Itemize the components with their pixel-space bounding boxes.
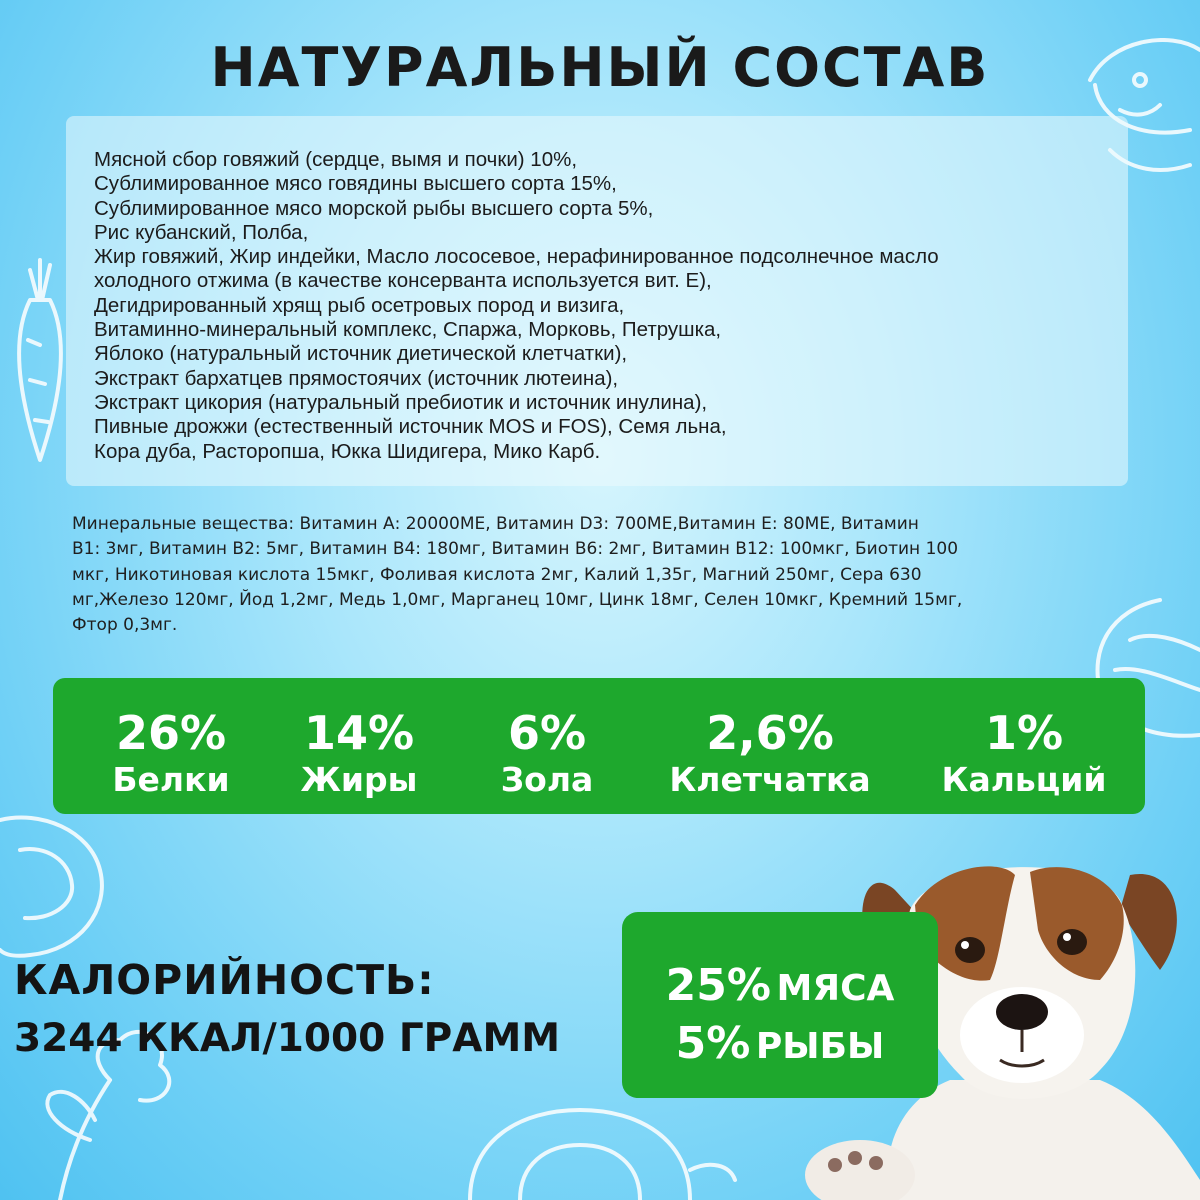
minerals-line: В1: 3мг, Витамин В2: 5мг, Витамин В4: 180мг, Витамин В6: 2мг, Витамин В12: 100мкг, Биотин 100 [72, 539, 959, 560]
nutrient-label: Зола [500, 760, 594, 799]
nutrients-bar [53, 678, 1145, 814]
minerals-line: Фтор 0,3мг. [72, 615, 178, 636]
meat-line [622, 960, 938, 1011]
fish-line [622, 1018, 938, 1069]
composition-line: Сублимированное мясо морской рыбы высшего сорта 5%, [94, 196, 654, 220]
nutrient-label: Кальций [941, 760, 1107, 799]
composition-line: Витаминно-минеральный комплекс, Спаржа, Морковь, Петрушка, [94, 318, 722, 342]
nutrient-fat [275, 678, 443, 814]
minerals-line: мкг, Никотиновая кислота 15мкг, Фоливая кислота 2мг, Калий 1,35г, Магний 250мг, Сера 630 [72, 564, 922, 585]
nutrient-protein [73, 678, 269, 814]
minerals-line: Минеральные вещества: Витамин А: 20000МЕ, Витамин D3: 700МЕ,Витамин Е: 80МЕ, Витамин [72, 514, 919, 534]
nutrient-value: 14% [303, 706, 415, 760]
composition-line: Рис кубанский, Полба, [94, 220, 309, 244]
carrot-outline-icon [19, 260, 61, 460]
meat-word: МЯСА [776, 968, 895, 1009]
composition-line: Экстракт цикория (натуральный пребиотик и источник инулина), [94, 390, 708, 414]
steak-outline-icon [0, 817, 102, 955]
fish-percent: 5% [675, 1018, 751, 1069]
turtle-outline-icon [470, 1110, 735, 1200]
composition-line: Мясной сбор говяжий (сердце, вымя и почки) 10%, [94, 148, 578, 171]
composition-line: Яблоко (натуральный источник диетической клетчатки), [94, 342, 628, 366]
minerals-line: мг,Железо 120мг, Йод 1,2мг, Медь 1,0мг, Марганец 10мг, Цинк 18мг, Селен 10мкг, Кремний 15мг, [72, 589, 963, 610]
calories-value: 3244 ККАЛ/1000 ГРАММ [14, 1016, 561, 1061]
nutrient-value: 6% [507, 706, 587, 760]
composition-line: Сублимированное мясо говядины высшего сорта 15%, [94, 172, 617, 196]
composition-panel [66, 116, 1128, 486]
meat-percent: 25% [665, 960, 771, 1011]
nutrient-ash [465, 678, 629, 814]
nutrient-calcium [919, 678, 1129, 814]
calories-label: КАЛОРИЙНОСТЬ: [14, 956, 435, 1004]
composition-line: Экстракт бархатцев прямостоячих (источник лютеина), [94, 366, 619, 390]
minerals-text [72, 512, 1142, 638]
page-title: НАТУРАЛЬНЫЙ СОСТАВ [210, 36, 990, 99]
nutrient-fiber [645, 678, 895, 814]
nutrient-label: Белки [112, 760, 230, 799]
meat-fish-badge [622, 912, 938, 1098]
composition-line: Дегидрированный хрящ рыб осетровых пород и визига, [94, 293, 625, 317]
composition-line: холодного отжима (в качестве консерванта используется вит. Е), [94, 269, 712, 293]
composition-line: Пивные дрожжи (естественный источник MOS и FOS), Семя льна, [94, 415, 727, 439]
nutrient-value: 2,6% [706, 706, 834, 760]
nutrient-label: Жиры [300, 760, 418, 799]
nutrient-value: 1% [984, 706, 1064, 760]
nutrient-value: 26% [115, 706, 227, 760]
nutrient-label: Клетчатка [669, 760, 871, 799]
composition-line: Жир говяжий, Жир индейки, Масло лососевое, нерафинированное подсолнечное масло [94, 245, 939, 269]
composition-line: Кора дуба, Расторопша, Юкка Шидигера, Мико Карб. [94, 439, 601, 463]
fish-word: РЫБЫ [755, 1026, 885, 1067]
